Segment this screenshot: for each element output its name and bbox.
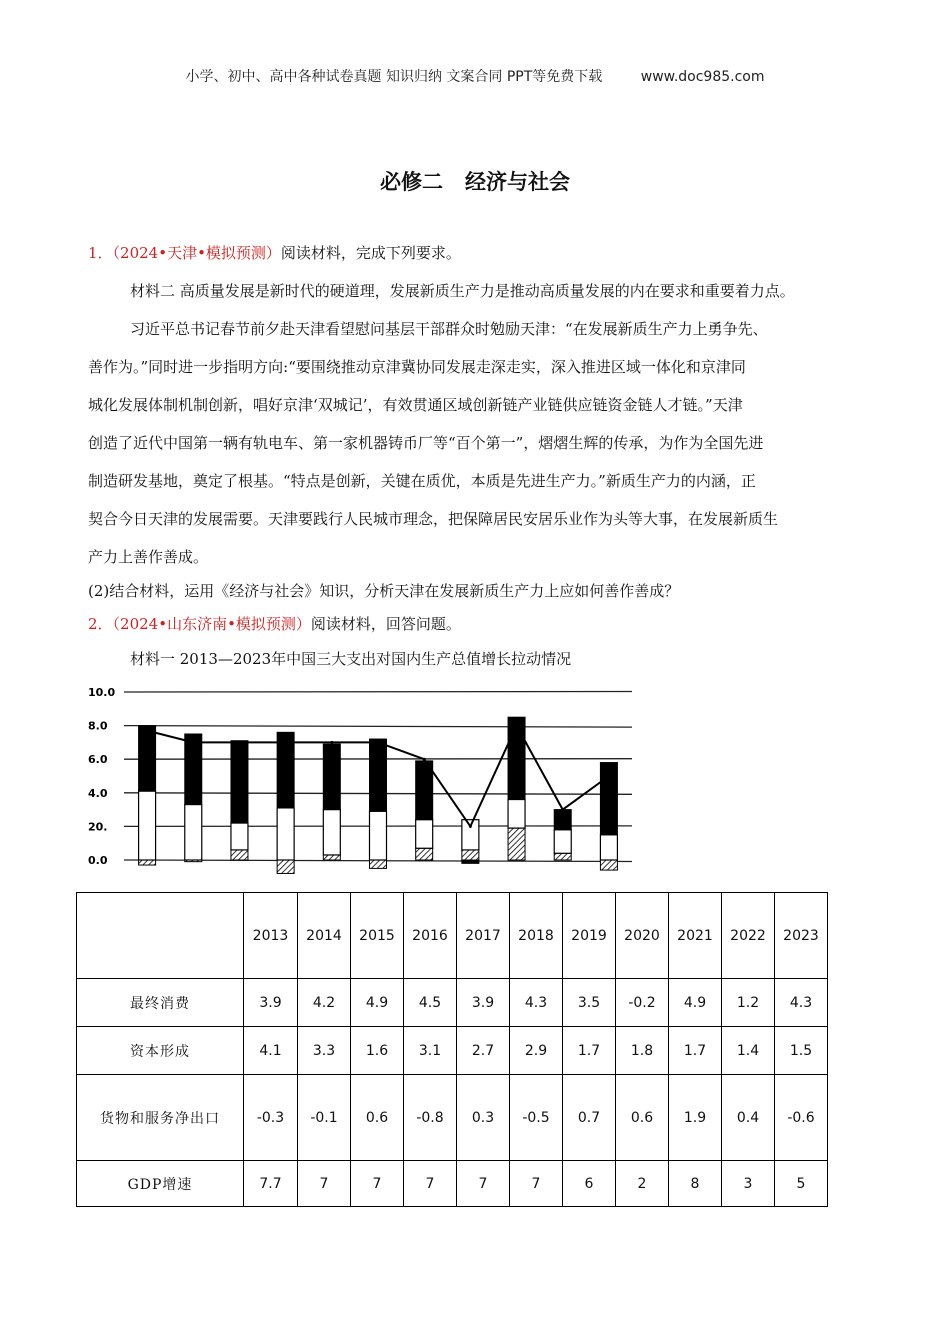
q1-material-line: 城化发展体制机制创新，唱好京津‘双城记’，有效贯通区域创新链产业链供应链资金链人才链。”天津	[88, 396, 743, 414]
q1-material-line: 善作为。”同时进一步指明方向:“要围绕推动京津冀协同发展走深走实，深入推进区域一体化和京津同	[88, 358, 746, 376]
table-cell: 4.3	[775, 979, 828, 1027]
q2-source: （2024•山东济南•模拟预测）	[112, 615, 311, 633]
table-cell: 7	[404, 1161, 457, 1207]
q1-material-line: 契合今日天津的发展需要。天津要践行人民城市理念，把保障居民安居乐业作为头等大事，在发展新质生	[88, 510, 779, 528]
table-corner-cell	[77, 893, 244, 979]
table-cell: 0.6	[351, 1075, 404, 1161]
year-header: 2022	[722, 893, 775, 979]
table-cell: 0.6	[616, 1075, 669, 1161]
table-cell: 1.5	[775, 1027, 828, 1075]
capital-formation-bar	[370, 811, 387, 860]
consumption-bar	[462, 860, 479, 863]
year-header: 2021	[669, 893, 722, 979]
capital-formation-bar	[508, 800, 525, 829]
row-label: 货物和服务净出口	[77, 1075, 244, 1161]
q1-number: 1．	[88, 244, 113, 262]
table-cell: 0.4	[722, 1075, 775, 1161]
table-cell: 3.1	[404, 1027, 457, 1075]
gdp-growth-point	[284, 741, 287, 744]
gdp-growth-point	[423, 758, 426, 761]
q2-material-caption: 材料一 2013—2023年中国三大支出对国内生产总值增长拉动情况	[130, 650, 572, 668]
table-cell: 1.4	[722, 1027, 775, 1075]
q1-instruction: 阅读材料，完成下列要求。	[280, 244, 461, 262]
table-cell: 2	[616, 1161, 669, 1207]
gdp-contribution-chart	[84, 680, 644, 880]
row-label: GDP增速	[77, 1161, 244, 1207]
table-row	[77, 1027, 828, 1075]
q1-material-line: 产力上善作善成。	[88, 548, 209, 566]
table-cell: 5	[775, 1161, 828, 1207]
capital-formation-bar	[600, 835, 617, 860]
header-site-link[interactable]: www.doc985.com	[640, 69, 765, 85]
table-cell: 4.2	[298, 979, 351, 1027]
q1-source: （2024•天津•模拟预测）	[112, 244, 281, 262]
capital-formation-bar	[231, 823, 248, 850]
year-header: 2018	[510, 893, 563, 979]
year-header: 2013	[244, 893, 298, 979]
table-cell: 4.9	[351, 979, 404, 1027]
table-cell: 7	[457, 1161, 510, 1207]
q1-header	[88, 243, 461, 263]
year-header: 2015	[351, 893, 404, 979]
capital-formation-bar	[323, 810, 340, 855]
title-part1: 必修二	[380, 170, 443, 194]
consumption-bar	[370, 739, 387, 811]
table-row	[77, 1075, 828, 1161]
gdp-growth-point	[469, 825, 472, 828]
table-cell: 3.9	[244, 979, 298, 1027]
year-header: 2020	[616, 893, 669, 979]
table-cell: 1.8	[616, 1027, 669, 1075]
consumption-bar	[416, 761, 433, 820]
q1-material-line: 创造了近代中国第一辆有轨电车、第一家机器铸币厂等“百个第一”，熠熠生辉的传承，为作为全国先进	[88, 434, 764, 452]
table-row	[77, 979, 828, 1027]
table-cell: 6	[563, 1161, 616, 1207]
table-cell: -0.8	[404, 1075, 457, 1161]
net-export-bar	[277, 860, 294, 873]
table-cell: -0.3	[244, 1075, 298, 1161]
table-cell: 3.3	[298, 1027, 351, 1075]
page-title	[0, 166, 950, 196]
row-label: 资本形成	[77, 1027, 244, 1075]
year-header: 2019	[563, 893, 616, 979]
table-cell: 8	[669, 1161, 722, 1207]
table-cell: 4.3	[510, 979, 563, 1027]
gdp-growth-point	[146, 729, 149, 732]
year-header: 2023	[775, 893, 828, 979]
consumption-bar	[600, 763, 617, 835]
gdp-growth-point	[192, 741, 195, 744]
capital-formation-bar	[277, 808, 294, 860]
table-row	[77, 1161, 828, 1207]
net-export-bar	[231, 850, 248, 860]
gdp-growth-point	[607, 775, 610, 778]
table-cell: 1.7	[563, 1027, 616, 1075]
table-cell: 7	[510, 1161, 563, 1207]
gridline	[124, 692, 632, 693]
title-part2: 经济与社会	[465, 170, 570, 194]
consumption-bar	[508, 717, 525, 799]
table-cell: -0.6	[775, 1075, 828, 1161]
table-cell: -0.1	[298, 1075, 351, 1161]
gdp-growth-point	[238, 741, 241, 744]
capital-formation-bar	[185, 805, 202, 860]
y-tick-label: 20.	[88, 820, 108, 834]
table-cell: -0.5	[510, 1075, 563, 1161]
q1-material-line: 习近平总书记春节前夕赴天津看望慰问基层干部群众时勉励天津：“在发展新质生产力上勇争先、	[130, 320, 768, 338]
table-cell: 1.6	[351, 1027, 404, 1075]
consumption-bar	[231, 741, 248, 823]
y-tick-label: 0.0	[88, 854, 108, 867]
gdp-growth-point	[330, 741, 333, 744]
y-tick-label: 10.0	[88, 686, 116, 699]
net-export-bar	[370, 860, 387, 868]
gdp-growth-point	[515, 724, 518, 727]
year-header: 2016	[404, 893, 457, 979]
q2-header	[88, 614, 461, 634]
gdp-growth-point	[377, 741, 380, 744]
row-label: 最终消费	[77, 979, 244, 1027]
consumption-bar	[554, 810, 571, 830]
gdp-growth-point	[561, 808, 564, 811]
net-export-bar	[462, 850, 479, 860]
consumption-bar	[323, 744, 340, 810]
year-header: 2014	[298, 893, 351, 979]
table-cell: 7.7	[244, 1161, 298, 1207]
q2-instruction: 阅读材料，回答问题。	[310, 615, 461, 633]
page-header	[0, 66, 950, 86]
table-cell: 3.5	[563, 979, 616, 1027]
net-export-bar	[508, 828, 525, 860]
table-cell: -0.2	[616, 979, 669, 1027]
consumption-bar	[185, 734, 202, 805]
net-export-bar	[139, 860, 156, 865]
gridline	[124, 726, 632, 728]
table-cell: 0.3	[457, 1075, 510, 1161]
table-cell: 4.1	[244, 1027, 298, 1075]
table-cell: 7	[351, 1161, 404, 1207]
net-export-bar	[416, 848, 433, 860]
q1-material-line: 材料二 高质量发展是新时代的硬道理，发展新质生产力是推动高质量发展的内在要求和重要着力点。	[130, 282, 795, 300]
table-cell: 3.9	[457, 979, 510, 1027]
table-cell: 1.7	[669, 1027, 722, 1075]
y-tick-label: 8.0	[88, 719, 108, 733]
table-cell: 4.9	[669, 979, 722, 1027]
table-cell: 1.2	[722, 979, 775, 1027]
y-tick-label: 4.0	[88, 786, 108, 800]
q2-number: 2．	[88, 615, 113, 633]
net-export-bar	[600, 860, 617, 870]
capital-formation-bar	[139, 791, 156, 860]
year-header: 2017	[457, 893, 510, 979]
gdp-data-table	[76, 892, 828, 1207]
consumption-bar	[139, 726, 156, 792]
q1-material-line: 制造研发基地，奠定了根基。“特点是创新，关键在质优，本质是先进生产力。”新质生产力的内涵，正	[88, 472, 756, 490]
table-cell: 2.9	[510, 1027, 563, 1075]
capital-formation-bar	[554, 830, 571, 854]
table-cell: 4.5	[404, 979, 457, 1027]
table-cell: 3	[722, 1161, 775, 1207]
q1-question: (2)结合材料，运用《经济与社会》知识，分析天津在发展新质生产力上应如何善作善成？	[88, 582, 680, 600]
table-cell: 7	[298, 1161, 351, 1207]
net-export-bar	[554, 853, 571, 860]
table-cell: 1.9	[669, 1075, 722, 1161]
table-cell: 0.7	[563, 1075, 616, 1161]
table-header-row	[77, 893, 828, 979]
header-text: 小学、初中、高中各种试卷真题 知识归纳 文案合同 PPT等免费下载	[185, 69, 603, 85]
net-export-bar	[323, 855, 340, 860]
capital-formation-bar	[416, 820, 433, 849]
table-cell: 2.7	[457, 1027, 510, 1075]
y-tick-label: 6.0	[88, 753, 108, 767]
